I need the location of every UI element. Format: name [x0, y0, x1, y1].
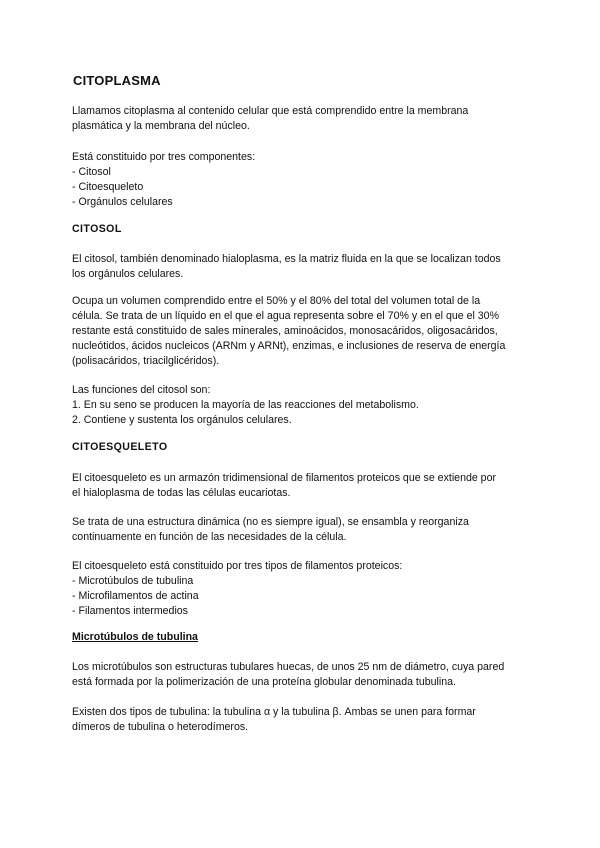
text-line: Las funciones del citosol son:: [72, 384, 211, 396]
list-item: - Citoesqueleto: [72, 181, 144, 193]
list-item: 1. En su seno se producen la mayoría de las reacciones del metabolismo.: [72, 399, 419, 411]
text-line: Llamamos citoplasma al contenido celular que está comprendido entre la membrana: [72, 105, 469, 117]
text-line: el hialoplasma de todas las células eucariotas.: [72, 487, 291, 499]
list-item: - Microtúbulos de tubulina: [72, 575, 194, 587]
text-line: Se trata de una estructura dinámica (no es siempre igual), se ensambla y reorganiza: [72, 516, 469, 528]
citoesqueleto-paragraph-3: [72, 559, 402, 619]
text-line: continuamente en función de las necesidades de la célula.: [72, 531, 347, 543]
intro-paragraph: [72, 104, 468, 134]
text-line: nucleótidos, ácidos nucleicos (ARNm y ARNt), enzimas, e inclusiones de reserva de energía: [72, 340, 506, 352]
components-list: [72, 150, 255, 210]
list-item: - Filamentos intermedios: [72, 605, 188, 617]
text-line: Los microtúbulos son estructuras tubulares huecas, de unos 25 nm de diámetro, cuya pared: [72, 661, 505, 673]
text-line: plasmática y la membrana del núcleo.: [72, 120, 250, 132]
text-line: El citoesqueleto es un armazón tridimensional de filamentos proteicos que se extiende por: [72, 472, 496, 484]
text-line: restante está constituido de sales minerales, aminoácidos, monosacáridos, oligosacáridos,: [72, 325, 498, 337]
list-item: 2. Contiene y sustenta los orgánulos celulares.: [72, 414, 292, 426]
text-line: célula. Se trata de un líquido en el que el agua representa sobre el 70% y en el que el 30%: [72, 310, 499, 322]
citoesqueleto-paragraph-1: [72, 471, 496, 501]
citosol-paragraph-1: [72, 252, 501, 282]
list-item: - Microfilamentos de actina: [72, 590, 199, 602]
subheading-microtubulos: Microtúbulos de tubulina: [72, 631, 198, 643]
text-line: los orgánulos celulares.: [72, 268, 184, 280]
text-line: El citosol, también denominado hialoplasma, es la matriz fluida en la que se localizan todos: [72, 253, 501, 265]
microtubulos-paragraph-1: [72, 660, 504, 690]
section-heading-citoesqueleto: CITOESQUELETO: [72, 441, 168, 453]
text-line: Está constituido por tres componentes:: [72, 151, 256, 163]
page-title: CITOPLASMA: [73, 73, 161, 88]
list-item: - Citosol: [72, 166, 111, 178]
text-line: Ocupa un volumen comprendido entre el 50% y el 80% del total del volumen total de la: [72, 295, 481, 307]
text-line: dímeros de tubulina o heterodímeros.: [72, 721, 249, 733]
microtubulos-paragraph-2: [72, 705, 476, 735]
text-line: (polisacáridos, triacilglicéridos).: [72, 355, 220, 367]
section-heading-citosol: CITOSOL: [72, 223, 122, 235]
text-line: Existen dos tipos de tubulina: la tubulina α y la tubulina β. Ambas se unen para formar: [72, 706, 476, 718]
citosol-paragraph-2: [72, 294, 505, 369]
text-line: El citoesqueleto está constituido por tres tipos de filamentos proteicos:: [72, 560, 403, 572]
citoesqueleto-paragraph-2: [72, 515, 469, 545]
citosol-functions: [72, 383, 419, 428]
list-item: - Orgánulos celulares: [72, 196, 173, 208]
text-line: está formada por la polimerización de una proteína globular denominada tubulina.: [72, 676, 456, 688]
